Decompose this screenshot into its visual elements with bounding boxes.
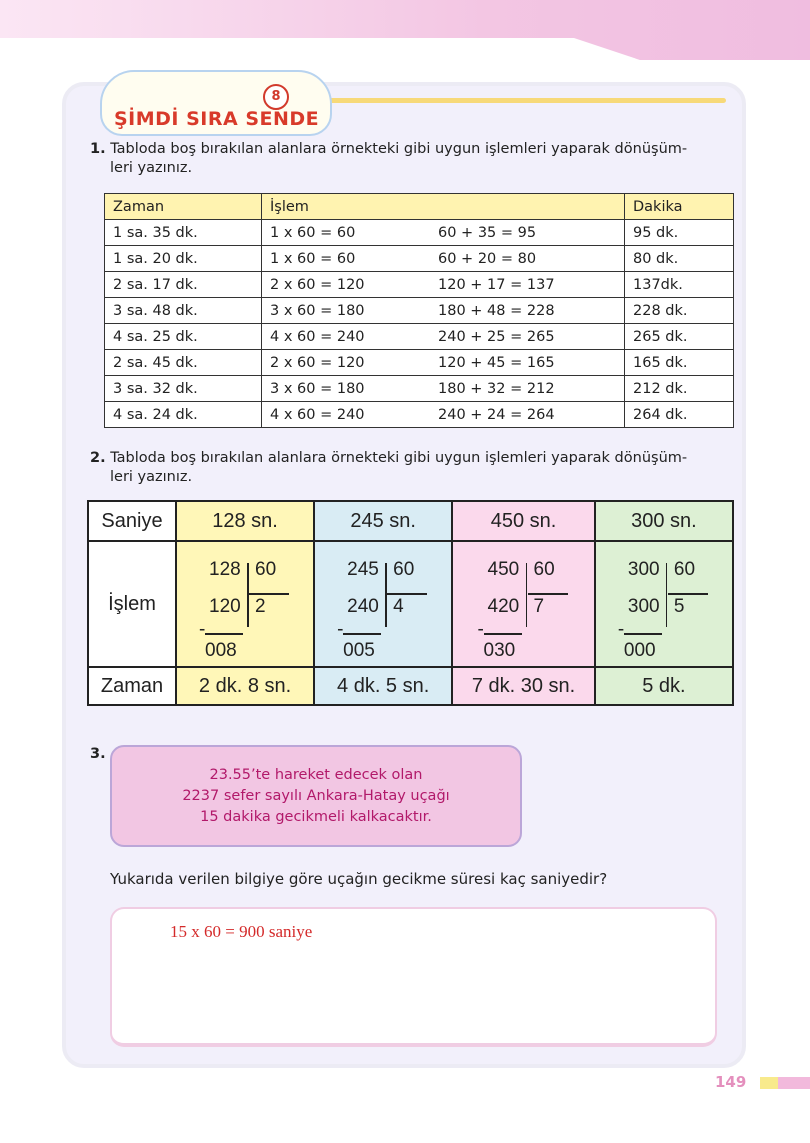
division-vertical-line: [385, 563, 387, 627]
cell-op1: 2 x 60 = 120: [262, 350, 431, 376]
division-vertical-line: [247, 563, 249, 627]
remainder: 008: [205, 640, 237, 661]
cell-zaman: 2 sa. 17 dk.: [105, 272, 262, 298]
quotient: 5: [673, 596, 685, 617]
table-row: [105, 246, 734, 272]
question-1-number: 1.: [90, 141, 106, 157]
table-row: [105, 324, 734, 350]
minus-sign: -: [477, 619, 484, 640]
division-cell: [176, 541, 314, 667]
dividend: 450: [487, 559, 520, 580]
subtraction-line: [205, 633, 243, 635]
cell-op1: 2 x 60 = 120: [262, 272, 431, 298]
table-row: [105, 220, 734, 246]
division-horizontal-line: [249, 593, 289, 595]
label-saniye: Saniye: [88, 501, 176, 541]
cell-op1: 4 x 60 = 240: [262, 402, 431, 428]
cell-op2: 60 + 20 = 80: [430, 246, 625, 272]
cell-zaman: 5 dk.: [595, 667, 733, 705]
cell-dakika: 212 dk.: [625, 376, 734, 402]
cell-zaman: 4 sa. 24 dk.: [105, 402, 262, 428]
cell-zaman: 1 sa. 20 dk.: [105, 246, 262, 272]
remainder: 030: [483, 640, 516, 661]
label-zaman: Zaman: [88, 667, 176, 705]
table-row: [105, 272, 734, 298]
cell-op1: 3 x 60 = 180: [262, 298, 431, 324]
cell-saniye: 245 sn.: [314, 501, 452, 541]
label-islem: İşlem: [88, 541, 176, 667]
question-2-line2: leri yazınız.: [110, 469, 193, 485]
minus-sign: -: [199, 619, 206, 640]
cell-op2: 120 + 17 = 137: [430, 272, 625, 298]
info-line-1: 23.55’te hareket edecek olan: [209, 767, 423, 783]
cell-zaman: 3 sa. 48 dk.: [105, 298, 262, 324]
cell-op2: 60 + 35 = 95: [430, 220, 625, 246]
table-row: [105, 350, 734, 376]
cell-op1: 4 x 60 = 240: [262, 324, 431, 350]
seconds-conversion-table: [87, 500, 734, 706]
page-bar-pink: [778, 1077, 810, 1089]
subtrahend: 300: [627, 596, 660, 617]
cell-op2: 120 + 45 = 165: [430, 350, 625, 376]
long-division: [195, 545, 295, 663]
cell-zaman: 1 sa. 35 dk.: [105, 220, 262, 246]
cell-zaman: 2 sa. 45 dk.: [105, 350, 262, 376]
division-cell: [314, 541, 452, 667]
long-division: [614, 545, 714, 663]
division-cell: [452, 541, 595, 667]
question-2-text: [90, 449, 687, 487]
dividend: 128: [209, 559, 241, 580]
dividend: 300: [627, 559, 660, 580]
question-1-line2: leri yazınız.: [110, 160, 193, 176]
cell-dakika: 165 dk.: [625, 350, 734, 376]
islem-row: [88, 541, 733, 667]
table-row: [105, 402, 734, 428]
subtraction-line: [484, 633, 522, 635]
divisor: 60: [393, 559, 415, 580]
quotient: 7: [533, 596, 545, 617]
subtrahend: 420: [487, 596, 520, 617]
question-1-line1: Tabloda boş bırakılan alanlara örnekteki gibi uygun işlemleri yaparak dönüşüm-: [110, 141, 688, 157]
divisor: 60: [533, 559, 555, 580]
cell-saniye: 450 sn.: [452, 501, 595, 541]
page-bar-yellow: [760, 1077, 778, 1089]
dividend: 245: [347, 559, 379, 580]
flight-info-box: [110, 745, 522, 847]
division-cell: [595, 541, 733, 667]
cell-dakika: 137dk.: [625, 272, 734, 298]
cell-op1: 3 x 60 = 180: [262, 376, 431, 402]
cell-zaman: 7 dk. 30 sn.: [452, 667, 595, 705]
cell-dakika: 228 dk.: [625, 298, 734, 324]
divisor: 60: [255, 559, 277, 580]
remainder: 005: [343, 640, 375, 661]
handwritten-answer: 15 x 60 = 900 saniye: [170, 922, 313, 941]
division-vertical-line: [526, 563, 528, 627]
cell-dakika: 264 dk.: [625, 402, 734, 428]
quotient: 2: [255, 596, 266, 617]
page-title: ŞİMDİ SIRA SENDE: [114, 108, 320, 130]
long-division: [474, 545, 574, 663]
division-horizontal-line: [387, 593, 427, 595]
page-number: 149: [715, 1073, 747, 1091]
table-row: [105, 298, 734, 324]
cell-zaman: 4 sa. 25 dk.: [105, 324, 262, 350]
question-2-number: 2.: [90, 450, 106, 466]
subtrahend: 240: [347, 596, 379, 617]
title-underline: [326, 98, 726, 103]
table-header-row: [105, 194, 734, 220]
header-islem: İşlem: [262, 194, 625, 220]
division-horizontal-line: [528, 593, 568, 595]
cell-dakika: 265 dk.: [625, 324, 734, 350]
subtrahend: 120: [209, 596, 241, 617]
subtraction-line: [343, 633, 381, 635]
activity-number-badge: 8: [263, 84, 289, 110]
saniye-row: [88, 501, 733, 541]
minus-sign: -: [617, 619, 625, 640]
cell-op2: 180 + 48 = 228: [430, 298, 625, 324]
header-dakika: Dakika: [625, 194, 734, 220]
cell-saniye: 300 sn.: [595, 501, 733, 541]
question-2-line1: Tabloda boş bırakılan alanlara örnekteki gibi uygun işlemleri yaparak dönüşüm-: [110, 450, 688, 466]
cell-zaman: 3 sa. 32 dk.: [105, 376, 262, 402]
info-line-2: 2237 sefer sayılı Ankara-Hatay uçağı: [182, 788, 450, 804]
division-vertical-line: [666, 563, 668, 627]
cell-zaman: 4 dk. 5 sn.: [314, 667, 452, 705]
divisor: 60: [673, 559, 696, 580]
question-3-number: 3.: [90, 746, 106, 762]
quotient: 4: [393, 596, 404, 617]
cell-dakika: 95 dk.: [625, 220, 734, 246]
cell-op1: 1 x 60 = 60: [262, 220, 431, 246]
division-horizontal-line: [668, 593, 708, 595]
minutes-conversion-table: [104, 193, 734, 428]
remainder: 000: [623, 640, 656, 661]
minus-sign: -: [337, 619, 344, 640]
question-1-text: [90, 140, 687, 178]
info-line-3: 15 dakika gecikmeli kalkacaktır.: [200, 809, 432, 825]
header-zaman: Zaman: [105, 194, 262, 220]
zaman-row: [88, 667, 733, 705]
cell-op1: 1 x 60 = 60: [262, 246, 431, 272]
cell-dakika: 80 dk.: [625, 246, 734, 272]
cell-saniye: 128 sn.: [176, 501, 314, 541]
cell-op2: 180 + 32 = 212: [430, 376, 625, 402]
cell-zaman: 2 dk. 8 sn.: [176, 667, 314, 705]
cell-op2: 240 + 25 = 265: [430, 324, 625, 350]
long-division: [333, 545, 433, 663]
question-3-text: Yukarıda verilen bilgiye göre uçağın gecikme süresi kaç saniyedir?: [110, 870, 608, 888]
cell-op2: 240 + 24 = 264: [430, 402, 625, 428]
subtraction-line: [624, 633, 662, 635]
table-row: [105, 376, 734, 402]
